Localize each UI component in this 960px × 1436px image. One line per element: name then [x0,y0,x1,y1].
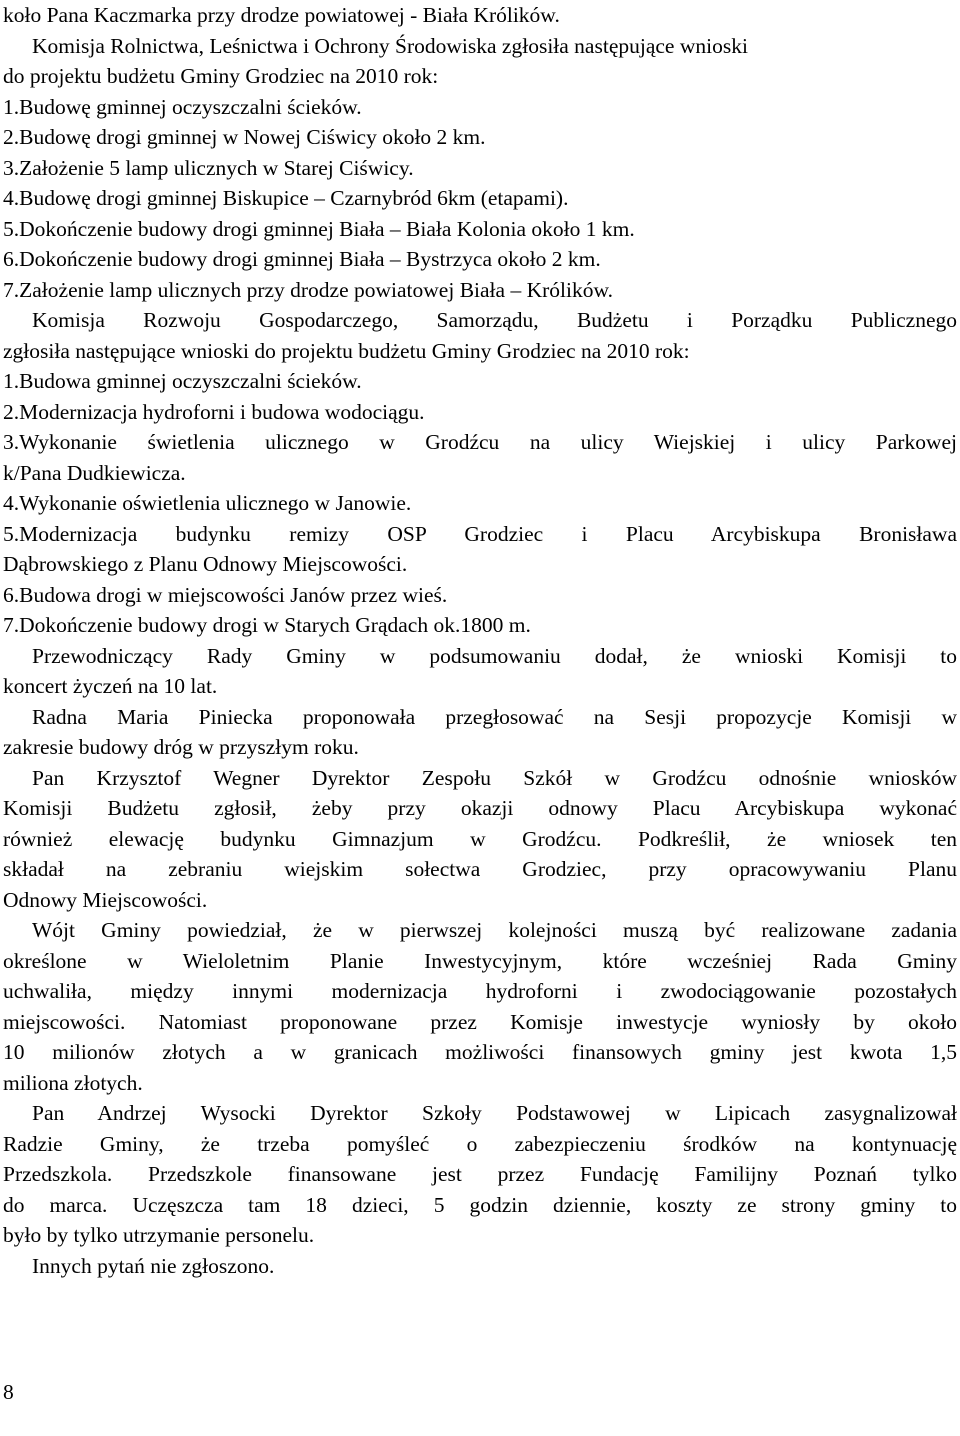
list-item: 3.Założenie 5 lamp ulicznych w Starej Ciświcy. [3,155,414,180]
document-body [3,0,957,1281]
text-line: Pan Krzysztof Wegner Dyrektor Zespołu Szkół w Grodźcu odnośnie wniosków [32,765,957,790]
list-item: 4.Wykonanie oświetlenia ulicznego w Janowie. [3,491,412,515]
text-line: miejscowości. Natomiast proponowane przez Komisje inwestycje wyniosły by około [3,1009,957,1034]
text-line: Dąbrowskiego z Planu Odnowy Miejscowości. [3,552,408,576]
text-line: Przewodniczący Rady Gminy w podsumowaniu dodał, że wnioski Komisji to [32,643,957,668]
text-line: koło Pana Kaczmarka przy drodze powiatowej - Biała Królików. [3,3,560,27]
list-item: 3.Wykonanie świetlenia ulicznego w Grodźcu na ulicy Wiejskiej i ulicy Parkowej [3,430,957,454]
text-line: było by tylko utrzymanie personelu. [3,1223,315,1247]
text-line: do marca. Uczęszcza tam 18 dzieci, 5 godzin dziennie, koszty ze strony gminy to [3,1192,957,1217]
page-number: 8 [3,1380,14,1404]
text-line: k/Pana Dudkiewicza. [3,460,186,485]
text-line: Pan Andrzej Wysocki Dyrektor Szkoły Podstawowej w Lipicach zasygnalizował [32,1101,957,1125]
text-line: zgłosiła następujące wnioski do projektu budżetu Gminy Grodziec na 2010 rok: [3,338,690,363]
text-line: Komisji Budżetu zgłosił, żeby przy okazji odnowy Placu Arcybiskupa wykonać [3,796,957,820]
text-line: Wójt Gminy powiedział, że w pierwszej kolejności muszą być realizowane zadania [32,918,957,942]
text-line: zakresie budowy dróg w przyszłym roku. [3,735,359,759]
list-item: 7.Dokończenie budowy drogi w Starych Grądach ok.1800 m. [3,613,531,637]
list-item: 2.Modernizacja hydroforni i budowa wodociągu. [3,399,425,424]
text-line: Radzie Gminy, że trzeba pomyśleć o zabezpieczeniu środków na kontynuację [3,1131,957,1156]
list-item: 5.Modernizacja budynku remizy OSP Grodziec i Placu Arcybiskupa Bronisława [3,521,957,546]
text-line: do projektu budżetu Gminy Grodziec na 2010 rok: [3,64,439,88]
list-item: 2.Budowę drogi gminnej w Nowej Ciświcy około 2 km. [3,125,486,149]
text-line: uchwaliła, między innymi modernizacja hydroforni i zwodociągowanie pozostałych [3,979,957,1003]
text-line: Komisja Rozwoju Gospodarczego, Samorządu, Budżetu i Porządku Publicznego [32,308,957,332]
list-item: 1.Budowa gminnej oczyszczalni ścieków. [3,369,362,393]
text-line: 10 milionów złotych a w granicach możliwości finansowych gminy jest kwota 1,5 [3,1040,957,1064]
text-line: również elewację budynku Gimnazjum w Grodźcu. Podkreślił, że wniosek ten [3,826,957,851]
text-line: Komisja Rolnictwa, Leśnictwa i Ochrony Środowiska zgłosiła następujące wnioski [32,33,748,58]
list-item: 4.Budowę drogi gminnej Biskupice – Czarnybród 6km (etapami). [3,186,569,210]
list-item: 7.Założenie lamp ulicznych przy drodze powiatowej Biała – Królików. [3,277,613,302]
text-line: miliona złotych. [3,1070,143,1095]
text-line: Radna Maria Piniecka proponowała przegłosować na Sesji propozycje Komisji w [32,704,957,729]
text-line: Innych pytań nie zgłoszono. [32,1253,275,1278]
text-line: Odnowy Miejscowości. [3,887,208,912]
text-line: Przedszkola. Przedszkole finansowane jest przez Fundację Familijny Poznań tylko [3,1162,957,1186]
list-item: 6.Budowa drogi w miejscowości Janów przez wieś. [3,582,448,607]
text-line: określone w Wieloletnim Planie Inwestycyjnym, które wcześniej Rada Gminy [3,948,957,973]
list-item: 5.Dokończenie budowy drogi gminnej Biała – Biała Kolonia około 1 km. [3,216,635,241]
text-line: składał na zebraniu wiejskim sołectwa Grodziec, przy opracowywaniu Planu [3,857,957,881]
text-line: koncert życzeń na 10 lat. [3,674,218,698]
list-item: 1.Budowę gminnej oczyszczalni ścieków. [3,94,362,119]
list-item: 6.Dokończenie budowy drogi gminnej Biała – Bystrzyca około 2 km. [3,247,601,271]
